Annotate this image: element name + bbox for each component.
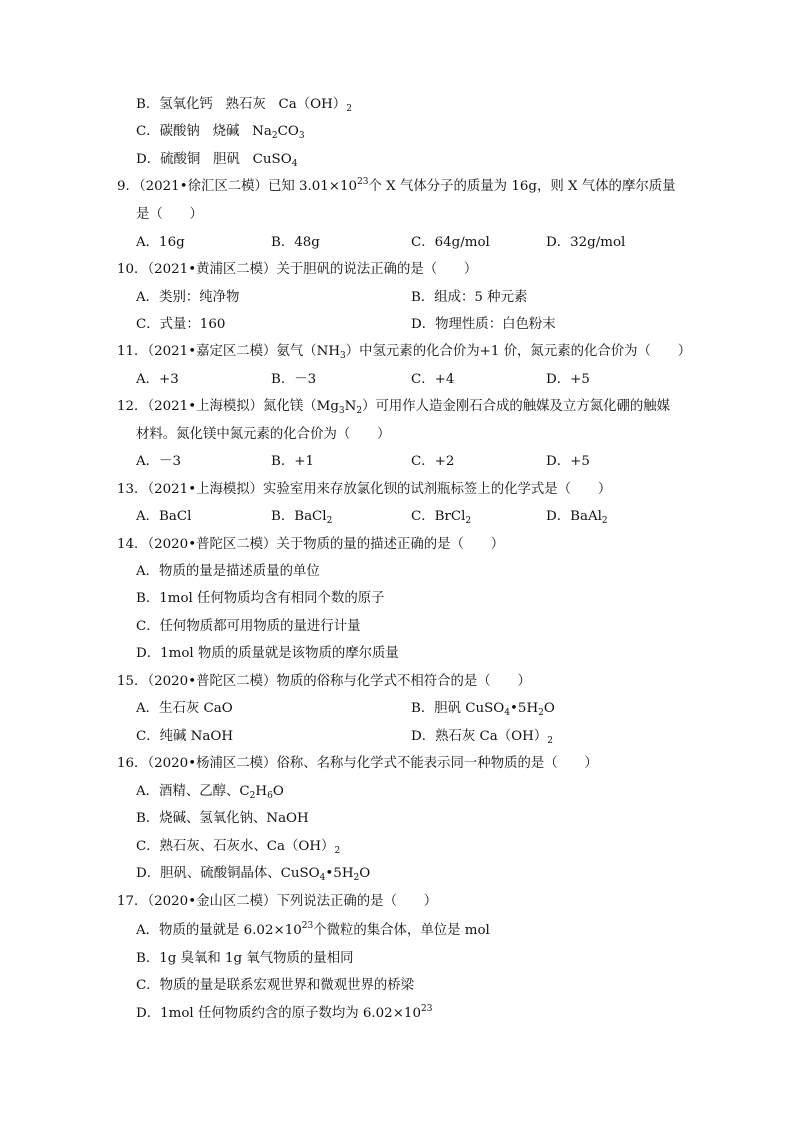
q14-option-c: C．任何物质都可用物质的量进行计量: [136, 619, 361, 634]
q14-option-a: A．物质的量是描述质量的单位: [136, 564, 320, 579]
q11-option-a: A．+3: [136, 372, 179, 387]
q9-option-c: C．64g/mol: [411, 235, 490, 250]
q16-option-b: B．烧碱、氢氧化钠、NaOH: [136, 811, 309, 826]
q10-option-c: C．式量：160: [136, 317, 226, 332]
q17-option-c: C．物质的量是联系宏观世界和微观世界的桥梁: [136, 978, 415, 993]
q11-stem: 11．（2021•嘉定区二模）氨气$(NH_3)$中氢元素的化合价为+1 价，氮元素的化合价为（ ）: [117, 344, 692, 361]
q14-option-b: B．1mol 任何物质均含有相同个数的原子: [136, 591, 385, 606]
q15-option-d: D．熟石灰 $Ca(OH)_2$: [411, 729, 553, 746]
q17-option-b: B．1g 臭氧和 1g 氧气物质的量相同: [136, 951, 354, 966]
q16-option-c: C．熟石灰、石灰水、$Ca(OH)_2$: [136, 839, 341, 856]
q12-option-d: D．+5: [546, 454, 590, 469]
q9-option-b: B．48g: [271, 235, 320, 250]
q9-stem-cont: 是（ ）: [136, 207, 203, 222]
q15-stem: 15．（2020•普陀区二模）物质的俗称与化学式不相符合的是（ ）: [117, 674, 531, 689]
q16-stem: 16．（2020•杨浦区二模）俗称、名称与化学式不能表示同一种物质的是（ ）: [117, 756, 598, 771]
q12-stem-cont: 材料。氮化镁中氮元素的化合价为（ ）: [136, 427, 391, 442]
q10-option-d: D．物理性质：白色粉末: [411, 317, 556, 332]
q10-option-b: B．组成：5 种元素: [411, 290, 528, 305]
q13-stem: 13．（2021•上海模拟）实验室用来存放氯化钡的试剂瓶标签上的化学式是（ ）: [117, 482, 612, 497]
q15-option-a: A．生石灰 CaO: [136, 701, 233, 716]
q8-option-d: D．硫酸铜 胆矾 CuSO$_4$: [136, 152, 298, 169]
q16-option-d: D．胆矾、硫酸铜晶体、$CuSO_4•5H_2O$: [136, 866, 371, 883]
q17-option-d: D．1mol 任何物质约含的原子数均为 $6.02\times 10^{23}$: [136, 1004, 433, 1021]
q11-option-c: C．+4: [411, 372, 455, 387]
q11-option-b: B．－3: [271, 372, 317, 387]
q13-option-b: B．BaCl$_2$: [271, 509, 333, 526]
q10-option-a: A．类别：纯净物: [136, 290, 240, 305]
q13-option-c: C．BrCl$_2$: [411, 509, 472, 526]
q12-option-a: A．－3: [136, 454, 181, 469]
q9-stem: 9．（2021•徐汇区二模）已知 $3.01\times 10^{23}$个 X 气体分子的质量为 16g，则 X 气体的摩尔质量: [117, 177, 676, 194]
q17-stem: 17．（2020•金山区二模）下列说法正确的是（ ）: [117, 894, 438, 909]
q15-option-b: B．胆矾 $CuSO_4•5H_2O$: [411, 701, 555, 718]
q8-option-c: C．碳酸钠 烧碱 $Na_2CO_3$: [136, 124, 305, 141]
q14-stem: 14．（2020•普陀区二模）关于物质的量的描述正确的是（ ）: [117, 537, 505, 552]
q8-option-b: B．氢氧化钙 熟石灰 $Ca(OH)_2$: [136, 97, 352, 114]
q13-option-a: A．BaCl: [136, 509, 192, 524]
q9-option-d: D．32g/mol: [546, 235, 626, 250]
q12-option-b: B．+1: [271, 454, 314, 469]
q15-option-c: C．纯碱 NaOH: [136, 729, 234, 744]
q12-option-c: C．+2: [411, 454, 455, 469]
q17-option-a: A．物质的量就是 $6.02\times 10^{23}$个微粒的集合体，单位是 mol: [136, 921, 490, 938]
q12-stem: 12．（2021•上海模拟）氮化镁$(Mg_3N_2)$可用作人造金刚石合成的触媒及立方氮化硼的触媒: [117, 399, 671, 416]
q16-option-a: A．酒精、乙醇、$C_2H_6O$: [136, 784, 284, 801]
q9-option-a: A．16g: [136, 235, 185, 250]
q13-option-d: D．BaAl$_2$: [546, 509, 608, 526]
q11-option-d: D．+5: [546, 372, 590, 387]
q10-stem: 10．（2021•黄浦区二模）关于胆矾的说法正确的是（ ）: [117, 262, 478, 277]
q14-option-d: D．1mol 物质的质量就是该物质的摩尔质量: [136, 646, 399, 661]
